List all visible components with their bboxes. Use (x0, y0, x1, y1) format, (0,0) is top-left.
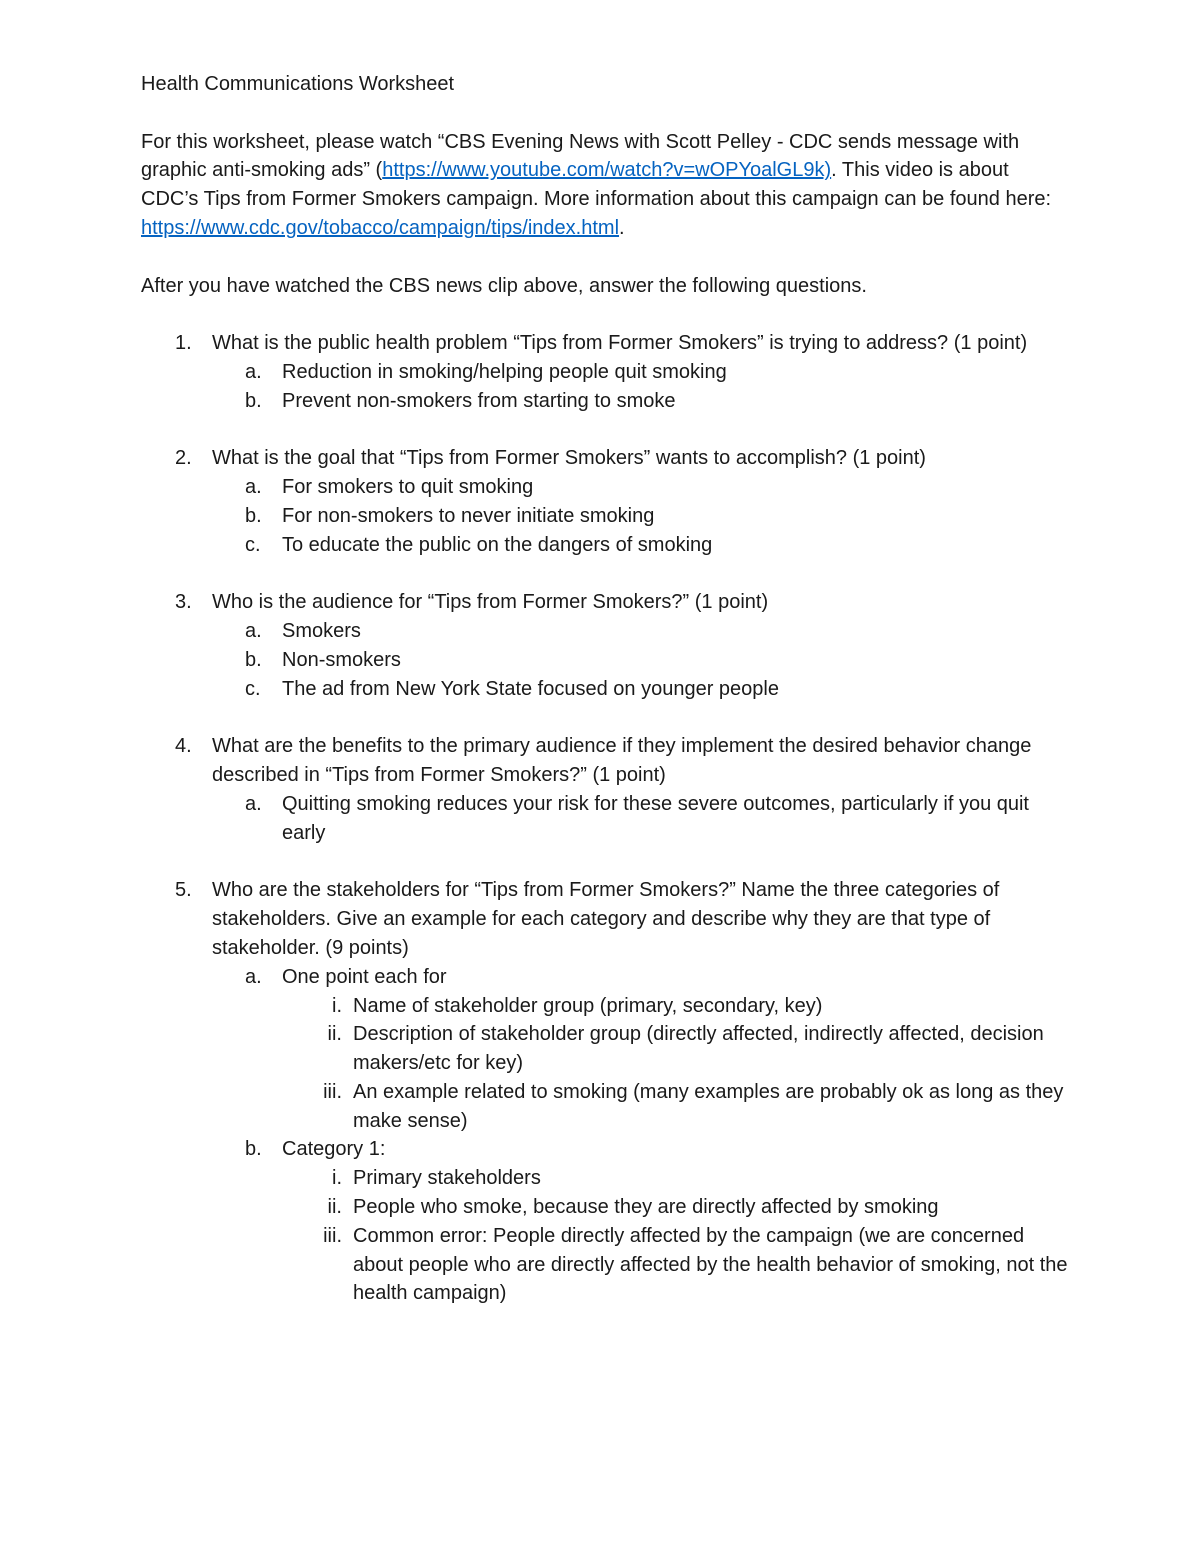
sub-item (141, 992, 1071, 1021)
cdc-link[interactable]: https://www.cdc.gov/tobacco/campaign/tips/index.html (141, 216, 620, 239)
answer-text: For smokers to quit smoking (282, 476, 534, 499)
intro-text-1: For this worksheet, please watch “CBS Evening News with Scott Pelley - CDC sends message with graphic anti-smoking ads” ( (141, 130, 1020, 182)
sub-item (141, 1020, 1071, 1078)
question-number: 1. (175, 332, 192, 355)
question-number: 5. (175, 879, 192, 902)
sub-item (141, 1164, 1071, 1193)
answer-item (141, 963, 1071, 992)
question-4 (141, 732, 1071, 790)
answer-letter: a. (245, 792, 262, 815)
answer-text: The ad from New York State focused on younger people (282, 677, 779, 700)
question-1 (141, 329, 1071, 358)
sub-item (141, 1193, 1071, 1222)
answer-letter: c. (245, 677, 261, 700)
answer-text: Prevent non-smokers from starting to smoke (282, 389, 676, 412)
sub-numeral: iii. (323, 1080, 342, 1103)
instruction-text: After you have watched the CBS news clip above, answer the following questions. (141, 274, 867, 297)
question-text: Who is the audience for “Tips from Former Smokers?” (1 point) (212, 591, 769, 614)
question-text: What is the goal that “Tips from Former Smokers” wants to accomplish? (1 point) (212, 447, 926, 470)
sub-numeral: i. (332, 1167, 342, 1190)
sub-text: An example related to smoking (many examples are probably ok as long as they make sense) (353, 1080, 1064, 1132)
sub-text: Primary stakeholders (353, 1167, 541, 1190)
sub-text: People who smoke, because they are directly affected by smoking (353, 1196, 939, 1219)
sub-numeral: ii. (327, 1023, 342, 1046)
answer-letter: c. (245, 533, 261, 556)
answer-text: Smokers (282, 620, 361, 643)
answer-letter: b. (245, 389, 262, 412)
sub-numeral: iii. (323, 1224, 342, 1247)
intro-text-3: . (619, 216, 625, 239)
answer-item (141, 617, 1071, 646)
sub-text: Name of stakeholder group (primary, secondary, key) (353, 994, 823, 1017)
answer-letter: b. (245, 1138, 262, 1161)
worksheet-body (141, 70, 1071, 1308)
answer-letter: a. (245, 476, 262, 499)
question-text: Who are the stakeholders for “Tips from Former Smokers?” Name the three categories of stakeholders. Give an example for each category and describe why they are that type of stakeholder. (9 points) (212, 879, 1000, 959)
sub-numeral: ii. (327, 1196, 342, 1219)
sub-text: Common error: People directly affected by the campaign (we are concerned about people who are directly affected by the health behavior of smoking, not the health campaign) (353, 1224, 1068, 1305)
answer-text: Quitting smoking reduces your risk for these severe outcomes, particularly if you quit early (282, 792, 1029, 844)
answer-item (141, 502, 1071, 531)
sub-numeral: i. (332, 994, 342, 1017)
answer-letter: a. (245, 620, 262, 643)
answer-item (141, 1135, 1071, 1164)
answer-item (141, 675, 1071, 704)
question-5 (141, 876, 1071, 962)
sub-item (141, 1078, 1071, 1136)
answer-letter: b. (245, 648, 262, 671)
answer-text: Reduction in smoking/helping people quit smoking (282, 360, 727, 383)
sub-text: Description of stakeholder group (directly affected, indirectly affected, decision makers/etc for key) (353, 1023, 1044, 1075)
answer-text: To educate the public on the dangers of smoking (282, 533, 713, 556)
answer-text: Category 1: (282, 1138, 386, 1161)
youtube-link[interactable]: https://www.youtube.com/watch?v=wOPYoalGL9k) (382, 159, 832, 182)
sub-item (141, 1222, 1071, 1308)
question-text: What is the public health problem “Tips from Former Smokers” is trying to address? (1 point) (212, 332, 1028, 355)
answer-item (141, 646, 1071, 675)
question-number: 2. (175, 447, 192, 470)
answer-letter: b. (245, 504, 262, 527)
answer-item (141, 473, 1071, 502)
question-2 (141, 444, 1071, 473)
answer-item (141, 790, 1071, 848)
answer-item (141, 531, 1071, 560)
answer-item (141, 387, 1071, 416)
question-3 (141, 588, 1071, 617)
answer-letter: a. (245, 360, 262, 383)
intro-paragraph (141, 128, 1071, 243)
question-number: 3. (175, 591, 192, 614)
intro-text-2: . This video is about CDC’s Tips from Former Smokers campaign. More information about this campaign can be found here: (141, 159, 1052, 211)
question-text: What are the benefits to the primary audience if they implement the desired behavior change described in “Tips from Former Smokers?” (1 point) (212, 735, 1032, 787)
page-title: Health Communications Worksheet (141, 73, 455, 95)
answer-text: Non-smokers (282, 648, 401, 671)
answer-text: For non-smokers to never initiate smoking (282, 504, 655, 527)
answer-text: One point each for (282, 965, 447, 988)
question-number: 4. (175, 735, 192, 758)
answer-letter: a. (245, 965, 262, 988)
answer-item (141, 358, 1071, 387)
